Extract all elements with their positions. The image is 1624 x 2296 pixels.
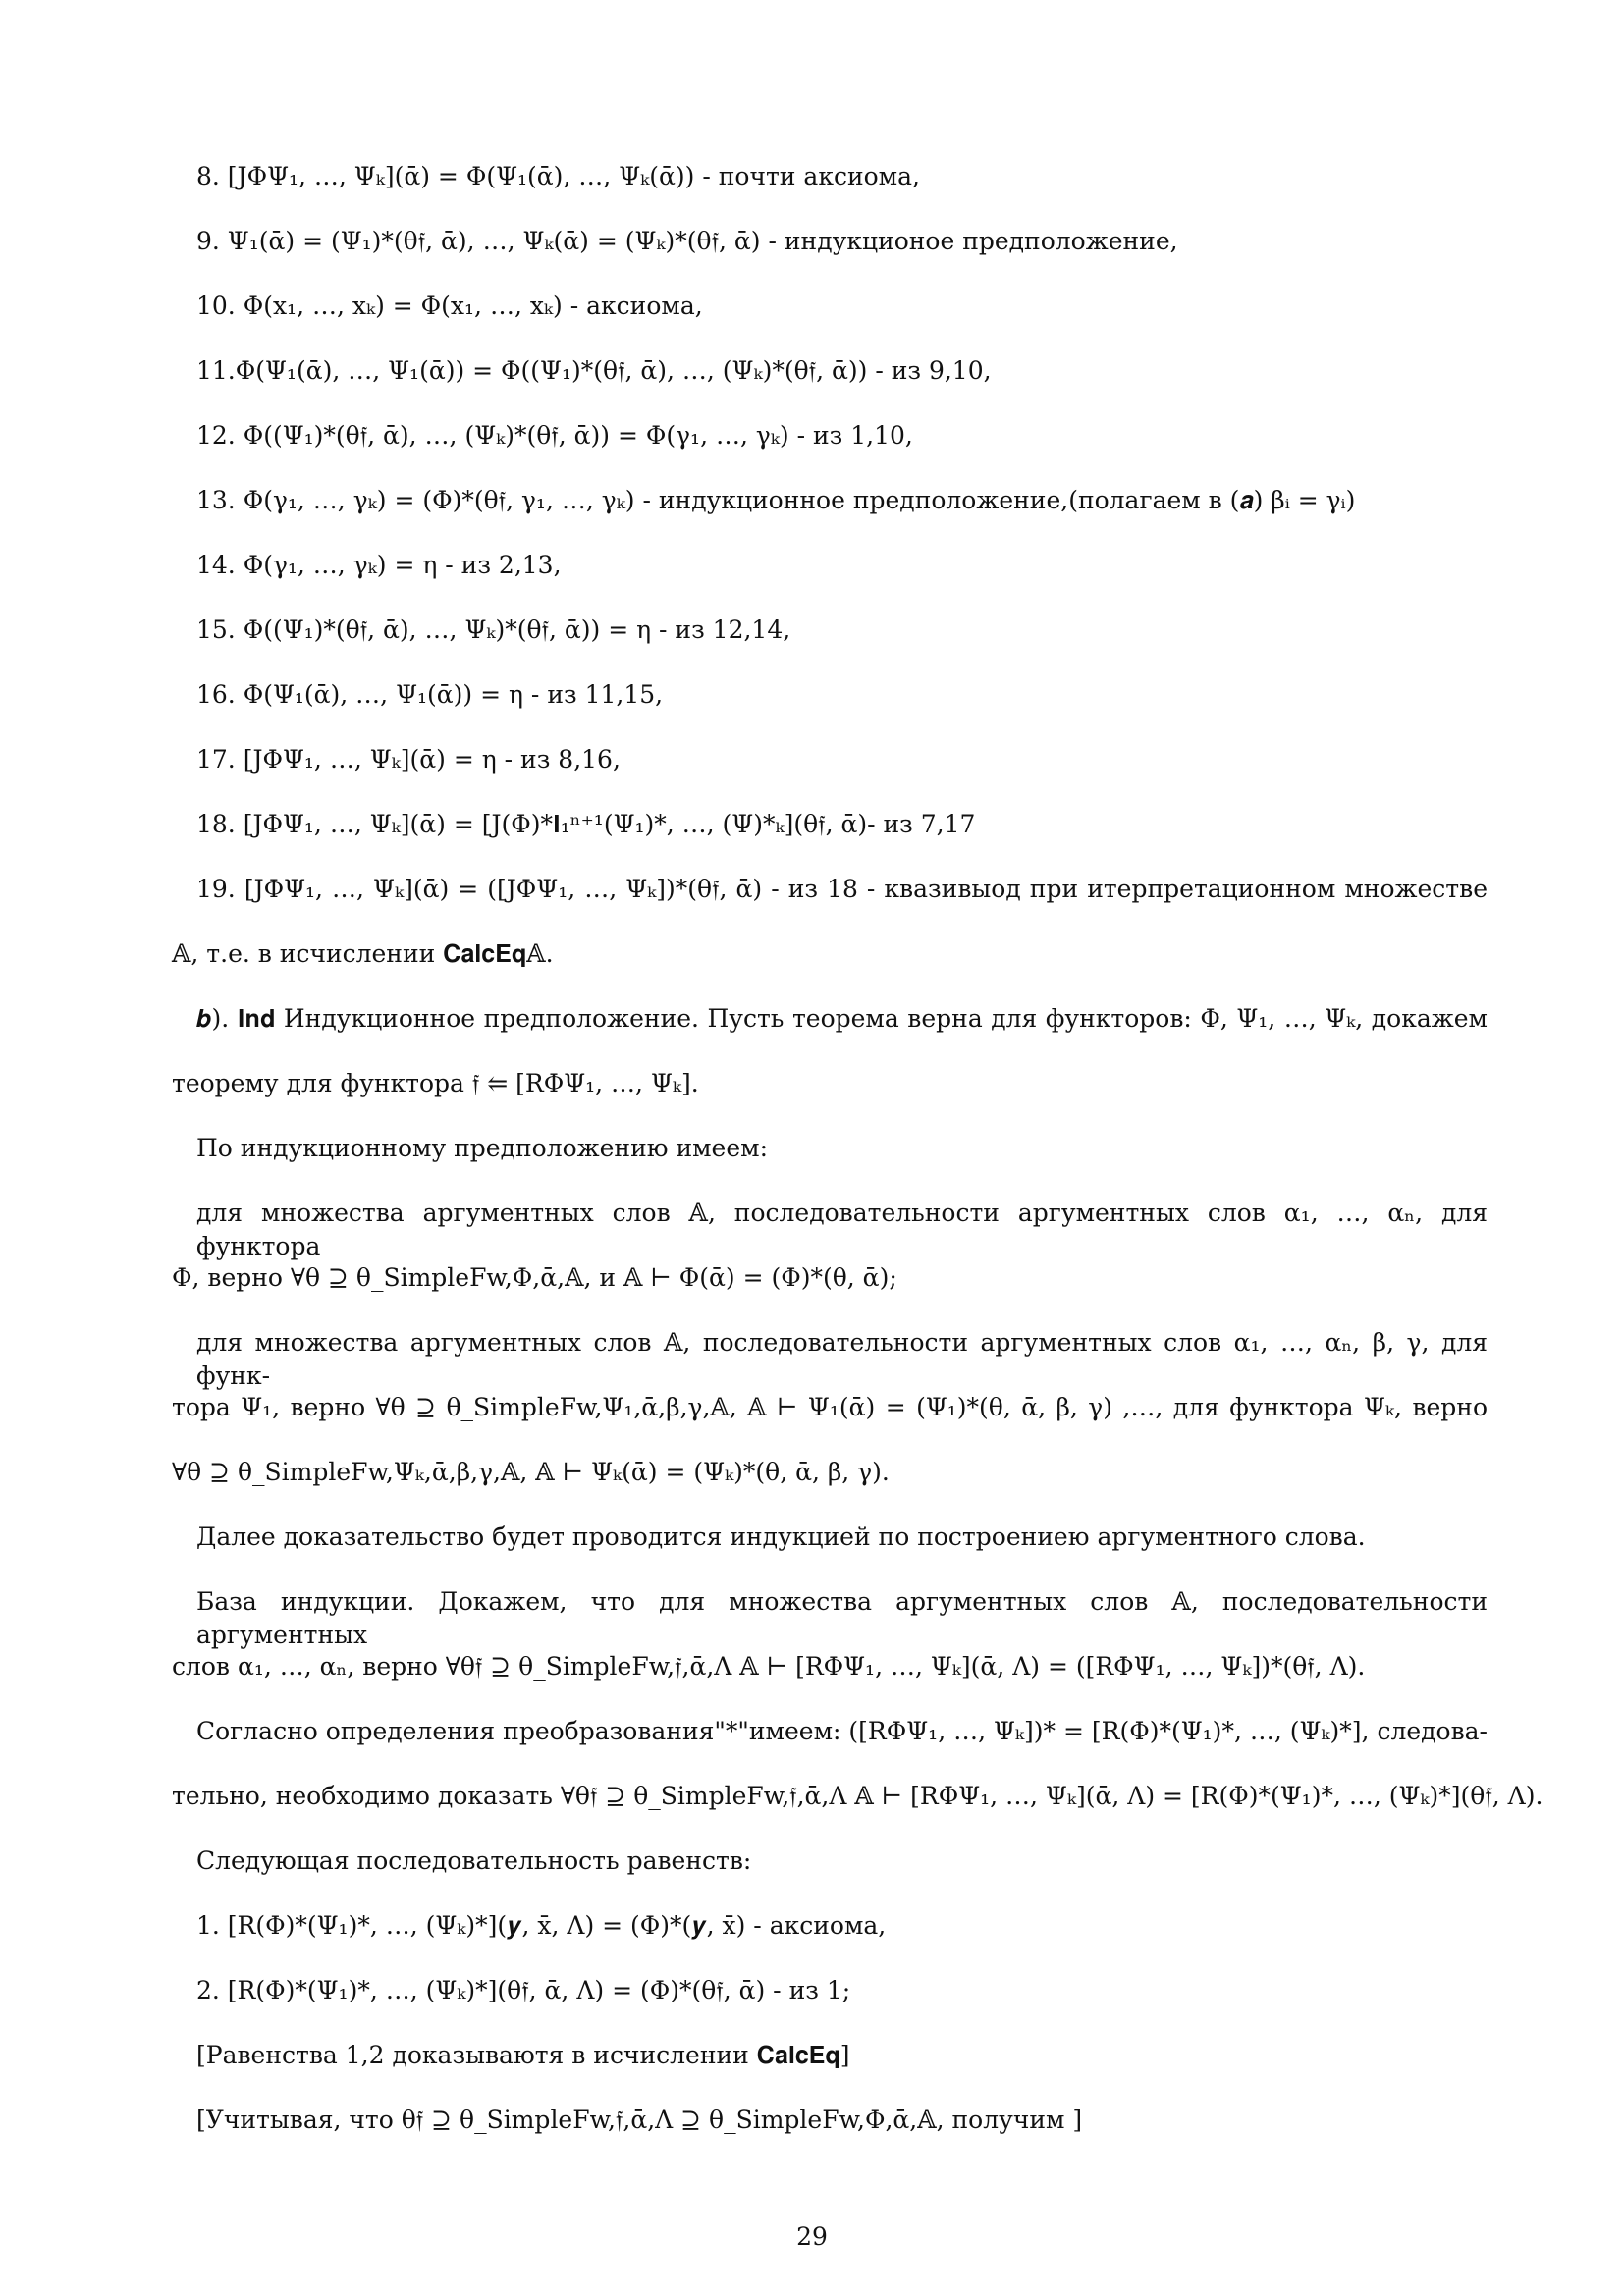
page-number: 29 [796,2222,828,2251]
text-line-22: Далее доказательство будет проводится индукцией по построениею аргументного слова. [196,1522,1366,1551]
text-line-5: 12. Φ((Ψ₁)*(θ𝔣, ᾱ), …, (Ψₖ)*(θ𝔣, ᾱ)) = Φ(γ₁, …, γₖ) - из 1,10, [196,421,913,450]
text-line-10: 17. [JΦΨ₁, …, Ψₖ](ᾱ) = η - из 8,16, [196,745,621,774]
text-line-3: 10. Φ(x₁, …, xₖ) = Φ(x₁, …, xₖ) - аксиома, [196,292,703,320]
text-line-29: 2. [R(Φ)*(Ψ₁)*, …, (Ψₖ)*](θ𝔣, ᾱ, Λ) = (Φ)*(θ𝔣, ᾱ) - из 1; [196,1976,851,2004]
text-line-24: слов α₁, …, αₙ, верно ∀θ𝔣 ⊇ θ_SimpleFw,𝔣,ᾱ,Λ 𝔸 ⊢ [RΦΨ₁, …, Ψₖ](ᾱ, Λ) = ([RΦΨ₁, …, Ψₖ])*(θ𝔣, Λ). [172,1652,1366,1681]
text-line-8: 15. Φ((Ψ₁)*(θ𝔣, ᾱ), …, Ψₖ)*(θ𝔣, ᾱ)) = η - из 12,14, [196,615,791,644]
text-line-2: 9. Ψ₁(ᾱ) = (Ψ₁)*(θ𝔣, ᾱ), …, Ψₖ(ᾱ) = (Ψₖ)*(θ𝔣, ᾱ) - индукционое предположение, [196,227,1178,255]
text-line-23: База индукции. Докажем, что для множества аргументных слов 𝔸, последовательности аргументных [196,1587,1488,1649]
text-line-14: 𝒃). 𝐈𝐧𝐝 Индукционное предположение. Пусть теорема верна для функторов: Φ, Ψ₁, …, Ψₖ, докажем [196,1004,1488,1033]
text-line-9: 16. Φ(Ψ₁(ᾱ), …, Ψ₁(ᾱ)) = η - из 11,15, [196,680,664,709]
text-line-4: 11.Φ(Ψ₁(ᾱ), …, Ψ₁(ᾱ)) = Φ((Ψ₁)*(θ𝔣, ᾱ), …, (Ψₖ)*(θ𝔣, ᾱ)) - из 9,10, [196,356,992,385]
text-line-7: 14. Φ(γ₁, …, γₖ) = η - из 2,13, [196,551,562,579]
text-line-6: 13. Φ(γ₁, …, γₖ) = (Φ)*(θ𝔣, γ₁, …, γₖ) - индукционное предположение,(полагаем в (𝒂) βᵢ = γᵢ) [196,486,1356,514]
text-line-27: Следующая последовательность равенств: [196,1846,752,1875]
text-line-31: [Учитывая, что θ𝔣 ⊇ θ_SimpleFw,𝔣,ᾱ,Λ ⊇ θ_SimpleFw,Φ,ᾱ,𝔸, получим ] [196,2106,1083,2134]
text-line-15: теорему для функтора 𝔣 ⥢ [RΦΨ₁, …, Ψₖ]. [172,1069,699,1097]
text-line-1: 8. [JΦΨ₁, …, Ψₖ](ᾱ) = Φ(Ψ₁(ᾱ), …, Ψₖ(ᾱ)) - почти аксиома, [196,162,920,190]
text-line-21: ∀θ ⊇ θ_SimpleFw,Ψₖ,ᾱ,β,γ,𝔸, 𝔸 ⊢ Ψₖ(ᾱ) = (Ψₖ)*(θ, ᾱ, β, γ). [172,1458,890,1486]
text-line-12: 19. [JΦΨ₁, …, Ψₖ](ᾱ) = ([JΦΨ₁, …, Ψₖ])*(θ𝔣, ᾱ) - из 18 - квазивыод при итерпретационном множестве [196,875,1488,903]
text-line-26: тельно, необходимо доказать ∀θ𝔣 ⊇ θ_SimpleFw,𝔣,ᾱ,Λ 𝔸 ⊢ [RΦΨ₁, …, Ψₖ](ᾱ, Λ) = [R(Φ)*(Ψ₁)*, …, (Ψₖ)*](θ𝔣, Λ). [172,1782,1543,1810]
text-line-17: для множества аргументных слов 𝔸, последовательности аргументных слов α₁, …, αₙ, для функтора [196,1199,1488,1260]
text-line-25: Согласно определения преобразования"*"имеем: ([RΦΨ₁, …, Ψₖ])* = [R(Φ)*(Ψ₁)*, …, (Ψₖ)*], следова- [196,1717,1488,1745]
text-line-11: 18. [JΦΨ₁, …, Ψₖ](ᾱ) = [J(Φ)*𝐈₁ⁿ⁺¹(Ψ₁)*, …, (Ψ)*ₖ](θ𝔣, ᾱ)- из 7,17 [196,810,976,838]
text-line-28: 1. [R(Φ)*(Ψ₁)*, …, (Ψₖ)*](𝒚, x̄, Λ) = (Φ)*(𝒚, x̄) - аксиома, [196,1911,887,1940]
text-line-16: По индукционному предположению имеем: [196,1134,769,1162]
text-line-18: Φ, верно ∀θ ⊇ θ_SimpleFw,Φ,ᾱ,𝔸, и 𝔸 ⊢ Φ(ᾱ) = (Φ)*(θ, ᾱ); [172,1263,897,1292]
text-line-13: 𝔸, т.е. в исчислении 𝐂𝐚𝐥𝐜𝐄𝐪𝔸. [172,939,554,968]
text-line-20: тора Ψ₁, верно ∀θ ⊇ θ_SimpleFw,Ψ₁,ᾱ,β,γ,𝔸, 𝔸 ⊢ Ψ₁(ᾱ) = (Ψ₁)*(θ, ᾱ, β, γ) ,…, для функтора Ψₖ, верно [172,1393,1488,1421]
text-line-30: [Равенства 1,2 доказываютя в исчислении 𝐂𝐚𝐥𝐜𝐄𝐪] [196,2041,850,2069]
text-line-19: для множества аргументных слов 𝔸, последовательности аргументных слов α₁, …, αₙ, β, γ, для функ- [196,1328,1488,1390]
